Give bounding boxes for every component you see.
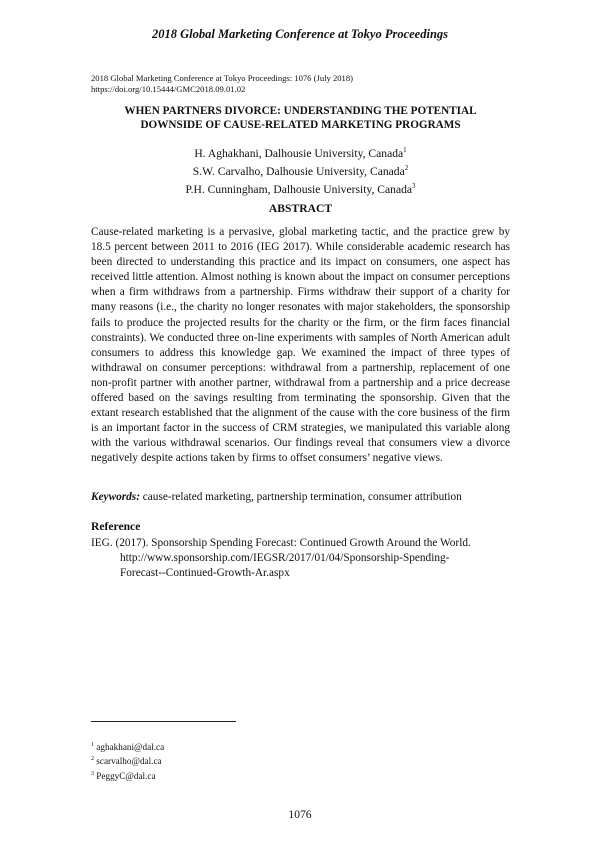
footnote-3-mark: 3 [91, 770, 94, 777]
reference-citation: IEG. (2017). Sponsorship Spending Forecast: Continued Growth Around the World. [91, 537, 471, 549]
author-list [91, 143, 510, 197]
footnote-divider [91, 721, 236, 722]
reference-entry [91, 536, 510, 581]
paper-title [91, 105, 510, 132]
author-2 [91, 161, 510, 179]
publication-info [91, 73, 353, 95]
title-line-1: WHEN PARTNERS DIVORCE: UNDERSTANDING THE POTENTIAL [124, 105, 477, 117]
reference-heading: Reference [91, 520, 141, 533]
footnote-1-mark: 1 [91, 742, 94, 748]
running-head: 2018 Global Marketing Conference at Tokyo Proceedings [151, 27, 449, 41]
author-1-name: H. Aghakhani, Dalhousie University, Canada [194, 146, 404, 160]
abstract-body: Cause-related marketing is a pervasive, global marketing tactic, and the practice grew by 18.5 percent between 2011 to 2016 (IEG 2017). While considerable academic research has been directed to understanding this practice and its impact on consumers, one aspect has received little attention. Almost nothing is known about the impact on consumer perceptions when a firm withdraws from a partnership. Firms withdraw their support of a charity for many reasons (i.e., the charity no longer resonates with major stakeholders, the sponsorship fails to produce the projected results for the charity or the firm, or the firm faces financial constraints). We conducted three on-line experiments with samples of North American adult consumers to address this knowledge gap. We examined the impact of three types of withdrawal on consumer perceptions: withdrawal from a partnership, replacement of one non-profit partner with another partner, withdrawal from a partnership and a price decrease offered based on the savings resulting from terminating the sponsorship. Given that the extant research established that the alignment of the cause with the core business of the firm is an important factor in the success of CRM strategies, we manipulated this variable along with the various withdrawal scenarios. Our findings reveal that consumers view a divorce negatively despite actions taken by firms to offset consumers’ negative views. [91, 226, 510, 465]
author-2-name: S.W. Carvalho, Dalhousie University, Canada [192, 164, 405, 178]
footnote-2-mark: 2 [91, 756, 94, 763]
citation-line: 2018 Global Marketing Conference at Tokyo Proceedings: 1076 (July 2018) [91, 73, 354, 83]
page-number: 1076 [288, 808, 312, 821]
author-1 [91, 143, 510, 161]
footnote-3-email[interactable]: PeggyC@dal.ca [94, 771, 156, 781]
footnote-1-email[interactable]: aghakhani@dal.ca [94, 742, 165, 753]
author-2-footnote-mark: 2 [404, 163, 409, 172]
abstract-heading: ABSTRACT [268, 202, 333, 215]
footnote-2 [91, 753, 164, 767]
keywords-text: cause-related marketing, partnership termination, consumer attribution [139, 491, 462, 503]
keywords [91, 491, 510, 503]
footnote-1 [91, 739, 164, 753]
keywords-label: Keywords: [91, 491, 140, 503]
title-line-2: DOWNSIDE OF CAUSE-RELATED MARKETING PROGRAMS [140, 118, 461, 131]
author-1-footnote-mark: 1 [403, 146, 407, 154]
doi-link[interactable]: https://doi.org/10.15444/GMC2018.09.01.02 [91, 84, 246, 94]
reference-url-line-1[interactable]: http://www.sponsorship.com/IEGSR/2017/01/04/Sponsorship-Spending- [120, 552, 450, 565]
footnote-2-email[interactable]: scarvalho@dal.ca [94, 756, 162, 767]
footnote-3 [91, 768, 164, 782]
footnotes [91, 739, 164, 782]
reference-url-line-2[interactable]: Forecast--Continued-Growth-Ar.aspx [120, 567, 290, 580]
author-3-footnote-mark: 3 [412, 181, 416, 190]
author-3 [91, 179, 510, 197]
author-3-name: P.H. Cunningham, Dalhousie University, Canada [185, 182, 413, 196]
